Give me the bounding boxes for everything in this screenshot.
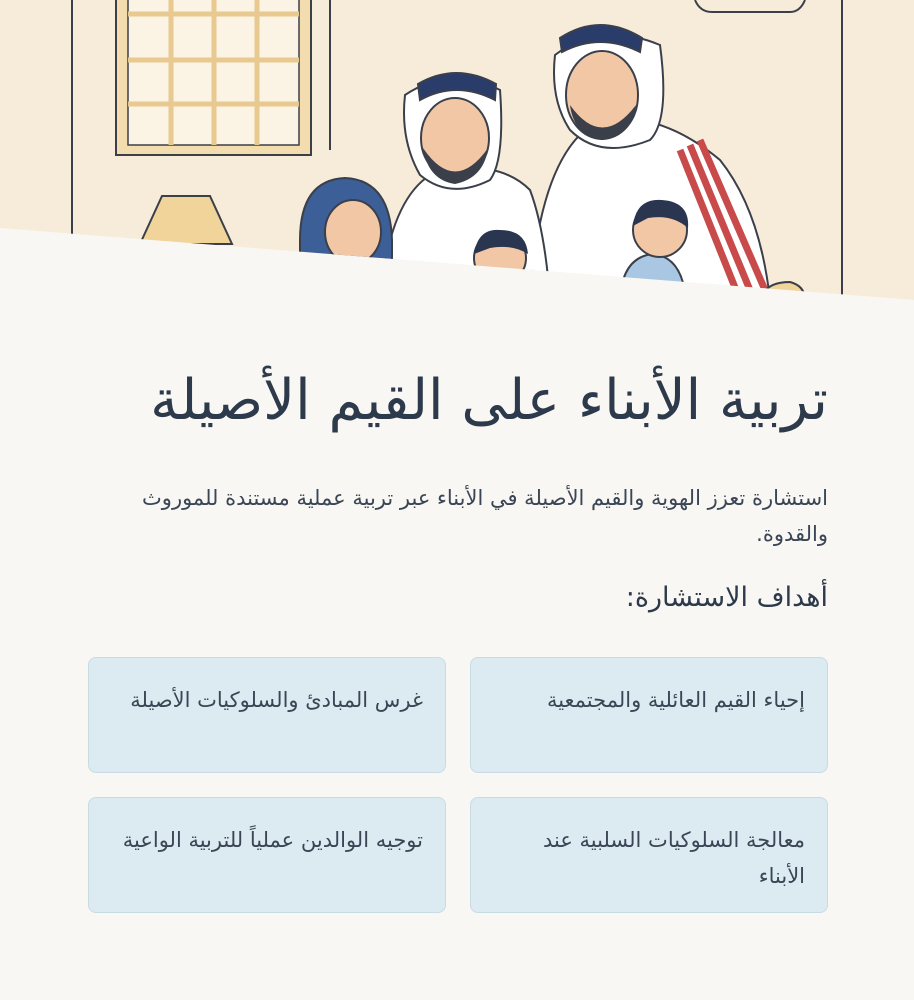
goal-card-revive-values — [470, 657, 828, 773]
goal-card-label: توجيه الوالدين عملياً للتربية الواعية — [122, 828, 423, 852]
goal-card-address-behaviors — [470, 797, 828, 913]
goal-card-label: معالجة السلوكيات السلبية عند الأبناء — [542, 828, 805, 888]
goal-card-label: إحياء القيم العائلية والمجتمعية — [546, 688, 805, 712]
page-title: تربية الأبناء على القيم الأصيلة — [150, 368, 828, 433]
goals-heading: أهداف الاستشارة: — [625, 582, 828, 613]
page-description: استشارة تعزز الهوية والقيم الأصيلة في الأبناء عبر تربية عملية مستندة للموروث والقدوة. — [142, 486, 828, 546]
goal-card-instill-principles — [88, 657, 446, 773]
goal-card-label: غرس المبادئ والسلوكيات الأصيلة — [130, 688, 423, 712]
goal-card-guide-parents — [88, 797, 446, 913]
